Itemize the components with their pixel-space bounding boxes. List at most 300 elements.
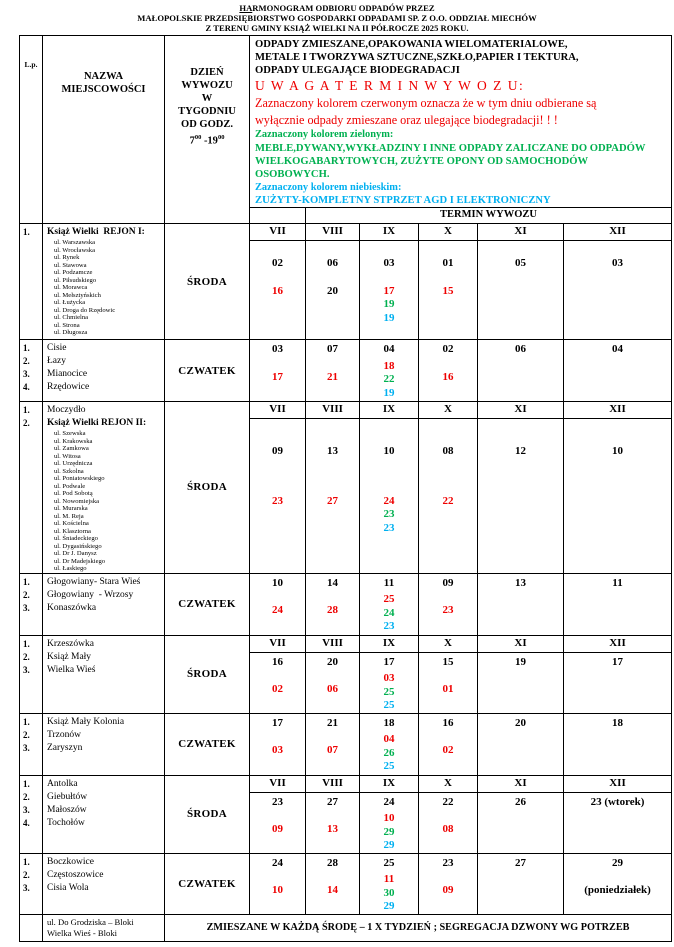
street-name: ul. Szewska bbox=[54, 430, 86, 437]
row-number: 3. bbox=[23, 369, 30, 379]
locality-name: Książ Wielki REJON I: bbox=[47, 227, 145, 237]
termin-wywozu-label: TERMIN WYWOZU bbox=[440, 209, 537, 220]
locality-name: Cisia Wola bbox=[47, 882, 89, 893]
date-value: 26 bbox=[515, 795, 526, 808]
locality-name: Cisie bbox=[47, 343, 67, 353]
date-value: 16 bbox=[442, 716, 454, 729]
row-localities bbox=[43, 854, 165, 914]
month-cell bbox=[419, 854, 478, 914]
date-value: 17 bbox=[272, 716, 283, 729]
street-name: ul. Strona bbox=[54, 321, 80, 329]
pickup-day bbox=[165, 636, 250, 713]
schedule-table bbox=[19, 35, 672, 942]
date-value: 20 bbox=[515, 716, 526, 729]
column-header-day bbox=[165, 36, 250, 223]
date-value: 10 bbox=[272, 576, 283, 589]
termin-empty-cell bbox=[250, 208, 306, 223]
month-header: XI bbox=[478, 636, 563, 653]
title-line-2: MAŁOPOLSKIE PRZEDSIĘBIORSTWO GOSPODARKI ODPADAMI SP. Z O.O. ODDZIAŁ MIECHÓW bbox=[137, 13, 537, 23]
month-header: X bbox=[419, 224, 477, 241]
row-number: 3. bbox=[23, 882, 30, 893]
pickup-day bbox=[165, 574, 250, 635]
row-number: 1. bbox=[23, 716, 30, 727]
date-value: 17 bbox=[612, 655, 623, 668]
schedule-row bbox=[20, 636, 671, 714]
locality-name: Trzonów bbox=[47, 729, 81, 740]
date-list bbox=[478, 714, 563, 745]
date-value: 04 bbox=[612, 343, 623, 355]
date-value: 23 (wtorek) bbox=[590, 795, 645, 808]
month-cell bbox=[306, 224, 360, 339]
date-list bbox=[250, 574, 305, 618]
date-value: 02 bbox=[272, 257, 283, 269]
date-list bbox=[306, 340, 359, 384]
street-name: ul. Poniatowskiego bbox=[54, 475, 105, 482]
month-header: IX bbox=[360, 402, 418, 419]
month-header: IX bbox=[360, 224, 418, 241]
street-list bbox=[47, 239, 164, 337]
date-value: 01 bbox=[442, 683, 454, 695]
locality-name: Giebułtów bbox=[47, 791, 88, 802]
row-numbers bbox=[20, 340, 43, 401]
date-list bbox=[564, 793, 671, 824]
date-list bbox=[306, 793, 359, 837]
locality-name: Krzeszówka bbox=[47, 638, 94, 649]
month-cell bbox=[478, 854, 564, 914]
date-value: 11 bbox=[383, 873, 395, 885]
day-header-line: OD GODZ. bbox=[181, 119, 233, 130]
date-list bbox=[419, 854, 477, 898]
date-list bbox=[419, 419, 477, 508]
month-cell bbox=[360, 574, 419, 635]
date-value: 18 bbox=[383, 716, 395, 729]
street-name: ul. Piłsudskiego bbox=[54, 276, 97, 284]
month-cell bbox=[564, 636, 671, 713]
pickup-day-label: ŚRODA bbox=[186, 808, 227, 820]
row-number: 1. bbox=[23, 343, 30, 353]
row-number: 4. bbox=[23, 817, 30, 828]
date-list bbox=[478, 241, 563, 285]
date-list bbox=[306, 653, 359, 697]
locality-header-line-1: NAZWA bbox=[83, 71, 124, 82]
date-value: 03 bbox=[383, 672, 395, 684]
date-list bbox=[419, 714, 477, 758]
locality-name: Tochołów bbox=[47, 817, 85, 828]
column-header-locality bbox=[43, 36, 165, 223]
date-list bbox=[360, 854, 418, 914]
date-value: 18 bbox=[612, 716, 623, 729]
row-localities bbox=[43, 636, 165, 713]
date-value: 23 bbox=[383, 521, 395, 534]
date-value: 06 bbox=[327, 683, 338, 695]
schedule-row bbox=[20, 402, 671, 574]
row-number: 4. bbox=[23, 382, 30, 392]
month-cell bbox=[360, 340, 419, 401]
month-cell bbox=[250, 854, 306, 914]
date-list bbox=[360, 340, 418, 400]
date-value: 13 bbox=[515, 576, 526, 589]
date-value: 06 bbox=[515, 343, 526, 355]
month-cell bbox=[306, 340, 360, 401]
month-cell bbox=[419, 340, 478, 401]
column-header-lp: L.p. bbox=[20, 36, 43, 223]
date-list bbox=[564, 854, 671, 898]
month-header: IX bbox=[360, 776, 418, 793]
row-number: 3. bbox=[23, 742, 30, 753]
pickup-day bbox=[165, 854, 250, 914]
date-value: 26 bbox=[383, 746, 395, 759]
schedule-row bbox=[20, 340, 671, 402]
month-header: XII bbox=[564, 776, 671, 793]
street-name: ul. Podwale bbox=[54, 482, 86, 490]
date-value: 11 bbox=[612, 576, 623, 589]
street-name: ul. Witosa bbox=[54, 452, 81, 460]
date-list bbox=[250, 854, 305, 898]
date-value: 20 bbox=[327, 284, 338, 297]
date-value: 22 bbox=[442, 795, 454, 808]
date-value: 09 bbox=[272, 445, 283, 457]
row-numbers bbox=[20, 714, 43, 775]
green-legend-line: OSOBOWYCH. bbox=[255, 168, 330, 180]
date-value: 03 bbox=[272, 744, 283, 756]
date-value: 10 bbox=[383, 812, 395, 824]
date-value: 03 bbox=[272, 343, 283, 355]
date-value: 17 bbox=[272, 370, 283, 383]
row-number: 3. bbox=[23, 804, 30, 815]
row-localities bbox=[43, 340, 165, 401]
date-value: 02 bbox=[442, 343, 454, 355]
row-localities bbox=[43, 574, 165, 635]
month-cell bbox=[250, 224, 306, 339]
pickup-day-label: CZWATEK bbox=[178, 738, 236, 750]
street-name: ul. Klasztorna bbox=[54, 527, 91, 535]
date-value: 03 bbox=[612, 257, 623, 269]
street-name: ul. Stawowa bbox=[54, 261, 87, 269]
date-value: 11 bbox=[383, 576, 395, 589]
schedule-rows bbox=[20, 224, 671, 915]
street-name: ul. Dygasińskiego bbox=[54, 542, 102, 550]
month-header: VIII bbox=[306, 224, 359, 241]
date-value: 30 bbox=[383, 886, 395, 899]
date-value: 15 bbox=[442, 655, 454, 668]
notice-panel bbox=[250, 36, 671, 223]
month-header: XII bbox=[564, 636, 671, 653]
locality-name: Łazy bbox=[47, 356, 66, 366]
row-number: 1. bbox=[23, 405, 30, 415]
row-number: 2. bbox=[23, 729, 30, 740]
date-value: 25 bbox=[383, 699, 395, 711]
pickup-day-label: ŚRODA bbox=[186, 481, 227, 494]
date-value: 28 bbox=[327, 856, 338, 869]
street-name: ul. Wrocławska bbox=[54, 246, 95, 254]
street-name: ul. Mełsztyńskich bbox=[54, 291, 101, 299]
date-value: 19 bbox=[383, 386, 395, 399]
date-value: 25 bbox=[383, 760, 395, 772]
pickup-day-label: CZWATEK bbox=[178, 877, 236, 890]
month-cell bbox=[360, 776, 419, 853]
date-value: 15 bbox=[442, 284, 454, 297]
month-header: X bbox=[419, 402, 477, 419]
street-name: ul. Murarska bbox=[54, 505, 88, 512]
date-value: 25 bbox=[383, 685, 395, 698]
date-value: 02 bbox=[442, 744, 454, 756]
row-localities bbox=[43, 402, 165, 573]
month-header: VIII bbox=[306, 776, 359, 793]
date-value: 16 bbox=[272, 284, 283, 297]
date-value: 24 bbox=[383, 606, 395, 619]
month-header: VII bbox=[250, 224, 305, 241]
date-list bbox=[564, 241, 671, 285]
schedule-row bbox=[20, 574, 671, 636]
date-list bbox=[419, 574, 477, 618]
street-name: ul. Szkolna bbox=[54, 467, 84, 475]
date-list bbox=[564, 574, 671, 605]
month-header: XII bbox=[564, 402, 671, 419]
date-value: 03 bbox=[383, 257, 395, 269]
month-cell bbox=[306, 574, 360, 635]
day-header-line: WYWOZU bbox=[181, 80, 233, 91]
street-name: ul. Krakowska bbox=[54, 437, 93, 445]
date-list bbox=[250, 241, 305, 298]
notice-black-line: ODPADY ULEGAJĄCE BIODEGRADACJI bbox=[255, 65, 460, 76]
row-number: 2. bbox=[23, 418, 30, 428]
date-value: 06 bbox=[327, 257, 338, 269]
date-list bbox=[564, 653, 671, 684]
date-list bbox=[478, 653, 563, 684]
locality-name: Głogowiany - Wrzosy bbox=[47, 589, 134, 600]
row-number: 2. bbox=[23, 869, 30, 880]
row-numbers bbox=[20, 636, 43, 713]
pickup-day bbox=[165, 224, 250, 339]
date-list bbox=[419, 241, 477, 298]
date-list bbox=[306, 241, 359, 298]
date-value: 23 bbox=[383, 508, 395, 520]
street-list bbox=[47, 430, 164, 573]
row-numbers bbox=[20, 402, 43, 573]
date-value: 09 bbox=[442, 884, 454, 896]
date-value: 10 bbox=[272, 884, 283, 896]
month-cell bbox=[306, 854, 360, 914]
hours-to: -19 bbox=[201, 135, 218, 147]
date-list bbox=[478, 574, 563, 605]
month-cell bbox=[564, 776, 671, 853]
date-list bbox=[564, 419, 671, 495]
date-list bbox=[564, 340, 671, 371]
locality-name: Konaszówka bbox=[47, 602, 97, 613]
pickup-day-label: ŚRODA bbox=[186, 275, 227, 288]
pickup-day-label: ŚRODA bbox=[186, 668, 227, 680]
green-legend-label: Zaznaczony kolorem zielonym: bbox=[255, 129, 394, 140]
month-cell bbox=[419, 636, 478, 713]
date-list bbox=[360, 653, 418, 713]
month-header: X bbox=[419, 636, 477, 653]
date-value: 05 bbox=[515, 257, 526, 269]
street-name: ul. Długosza bbox=[54, 329, 88, 336]
date-value: 29 bbox=[383, 825, 395, 838]
date-list bbox=[360, 419, 418, 535]
date-value: 24 bbox=[383, 795, 395, 808]
date-list bbox=[360, 714, 418, 774]
row-number: 3. bbox=[23, 602, 30, 613]
date-list bbox=[250, 714, 305, 758]
street-name: ul. Urzędnicza bbox=[54, 460, 93, 467]
date-value: 07 bbox=[327, 343, 338, 355]
month-cell bbox=[419, 776, 478, 853]
date-value: 25 bbox=[383, 593, 395, 605]
document-title bbox=[0, 3, 674, 33]
title-line-1 bbox=[0, 3, 674, 13]
month-cell bbox=[478, 636, 564, 713]
date-list bbox=[250, 793, 305, 837]
pickup-day-label: CZWATEK bbox=[178, 364, 236, 377]
locality-name: Książ Wielki REJON II: bbox=[47, 418, 147, 428]
locality-name: Głogowiany- Stara Wieś bbox=[47, 576, 141, 587]
month-cell bbox=[564, 340, 671, 401]
date-value: 02 bbox=[272, 683, 283, 695]
date-list bbox=[419, 653, 477, 697]
street-name: ul. Pod Sobotą bbox=[54, 490, 93, 497]
month-cell bbox=[306, 402, 360, 573]
locality-name: Rzędowice bbox=[47, 382, 90, 392]
footer-note: ZMIESZANE W KAŻDĄ ŚRODĘ – 1 X TYDZIEŃ ; SEGREGACJA DZWONY WG POTRZEB bbox=[206, 922, 630, 933]
pickup-day bbox=[165, 776, 250, 853]
date-value: 27 bbox=[515, 856, 526, 869]
date-value: 23 bbox=[442, 856, 454, 869]
date-value: 27 bbox=[327, 494, 338, 507]
date-value: 29 bbox=[383, 839, 395, 851]
month-cell bbox=[564, 714, 671, 775]
date-value: 21 bbox=[327, 716, 338, 729]
month-cell bbox=[419, 402, 478, 573]
date-value: 10 bbox=[612, 445, 623, 457]
date-value: 01 bbox=[442, 257, 454, 269]
date-value: 18 bbox=[383, 359, 395, 372]
date-list bbox=[250, 340, 305, 384]
locality-name: Antolka bbox=[47, 778, 78, 789]
row-number: 1. bbox=[23, 638, 30, 649]
locality-name: Małoszów bbox=[47, 804, 87, 815]
row-numbers bbox=[20, 224, 43, 339]
date-list bbox=[306, 574, 359, 618]
date-list bbox=[478, 419, 563, 495]
warning-line: wyłącznie odpady zmieszane oraz ulegające biodegradacji! ! ! bbox=[255, 112, 558, 127]
notice-black-line: METALE I TWORZYWA SZTUCZNE,SZKŁO,PAPIER I TEKTURA, bbox=[255, 52, 579, 63]
date-value: 14 bbox=[327, 576, 338, 589]
day-header-line: TYGODNIU bbox=[178, 106, 236, 117]
month-cell bbox=[478, 574, 564, 635]
date-list bbox=[419, 340, 477, 384]
pickup-day bbox=[165, 714, 250, 775]
month-cell bbox=[478, 402, 564, 573]
date-value: 19 bbox=[383, 311, 395, 324]
date-list bbox=[306, 854, 359, 898]
notice-black-line: ODPADY ZMIESZANE,OPAKOWANIA WIELOMATERIALOWE, bbox=[255, 39, 568, 50]
date-list bbox=[306, 419, 359, 508]
month-cell bbox=[360, 636, 419, 713]
blue-legend-line: ZUŻYTY-KOMPLETNY STPRZET AGD I ELEKTRONICZNY bbox=[255, 195, 551, 206]
title-line-1-rest: RMONOGRAM ODBIORU ODPADÓW PRZEZ bbox=[252, 3, 435, 13]
date-value: 24 bbox=[383, 494, 395, 507]
row-localities bbox=[43, 224, 165, 339]
street-name: ul. M. Reja bbox=[54, 512, 84, 520]
date-value: 29 bbox=[383, 900, 395, 912]
date-value: 21 bbox=[327, 370, 338, 383]
month-header: VII bbox=[250, 636, 305, 653]
date-value: 27 bbox=[327, 795, 338, 808]
date-list bbox=[419, 793, 477, 837]
month-cell bbox=[250, 574, 306, 635]
month-cell bbox=[419, 714, 478, 775]
date-value: 09 bbox=[442, 576, 454, 589]
street-name: ul. Chmielna bbox=[54, 314, 89, 321]
hours-to-sup: 00 bbox=[217, 134, 225, 141]
date-value: 23 bbox=[272, 494, 283, 507]
month-header: XII bbox=[564, 224, 671, 241]
date-list bbox=[478, 854, 563, 885]
date-value: 17 bbox=[383, 284, 395, 297]
month-cell bbox=[306, 714, 360, 775]
street-name: ul. Warszawska bbox=[54, 239, 96, 246]
month-cell bbox=[250, 714, 306, 775]
footer-empty-cell bbox=[20, 915, 43, 941]
month-header: VIII bbox=[306, 402, 359, 419]
date-value: 24 bbox=[272, 604, 283, 616]
date-list bbox=[564, 714, 671, 745]
notice-text bbox=[250, 36, 671, 207]
month-cell bbox=[250, 340, 306, 401]
warning-title: U W A G A T E R M I N W Y W O Z U: bbox=[255, 78, 525, 93]
row-numbers bbox=[20, 776, 43, 853]
date-value: 07 bbox=[327, 744, 338, 756]
street-name: ul. Dr J. Danysz bbox=[54, 550, 97, 557]
month-cell bbox=[250, 402, 306, 573]
row-numbers bbox=[20, 854, 43, 914]
date-value: 17 bbox=[383, 655, 395, 668]
locality-name: Książ Mały Kolonia bbox=[47, 716, 125, 727]
row-number: 3. bbox=[23, 664, 30, 675]
pickup-day bbox=[165, 340, 250, 401]
date-value: 12 bbox=[515, 445, 526, 457]
date-value: 23 bbox=[442, 604, 454, 616]
schedule-row bbox=[20, 854, 671, 915]
date-value: (poniedziałek) bbox=[584, 884, 651, 896]
schedule-row bbox=[20, 224, 671, 340]
locality-name: Książ Mały bbox=[47, 651, 92, 662]
month-cell bbox=[564, 402, 671, 573]
schedule-row bbox=[20, 714, 671, 776]
hours-from: 7 bbox=[189, 135, 195, 147]
row-number: 1. bbox=[23, 778, 30, 789]
street-name: ul. Rynek bbox=[54, 254, 80, 261]
month-header: XI bbox=[478, 224, 563, 241]
date-list bbox=[478, 793, 563, 824]
street-name: ul. Łaskiego bbox=[54, 565, 87, 572]
date-value: 23 bbox=[272, 795, 283, 808]
date-list bbox=[306, 714, 359, 758]
month-cell bbox=[360, 714, 419, 775]
street-name: ul. Morawca bbox=[54, 284, 88, 291]
street-name: ul. Nowomiejska bbox=[54, 497, 100, 505]
locality-header-line-2: MIEJSCOWOŚCI bbox=[61, 84, 146, 95]
date-list bbox=[478, 340, 563, 371]
date-value: 10 bbox=[383, 445, 395, 457]
date-value: 08 bbox=[442, 445, 454, 457]
month-cell bbox=[478, 224, 564, 339]
date-value: 28 bbox=[327, 604, 338, 616]
row-number: 1. bbox=[23, 227, 30, 237]
row-number: 1. bbox=[23, 576, 30, 587]
locality-name: Wielka Wieś bbox=[47, 664, 96, 675]
